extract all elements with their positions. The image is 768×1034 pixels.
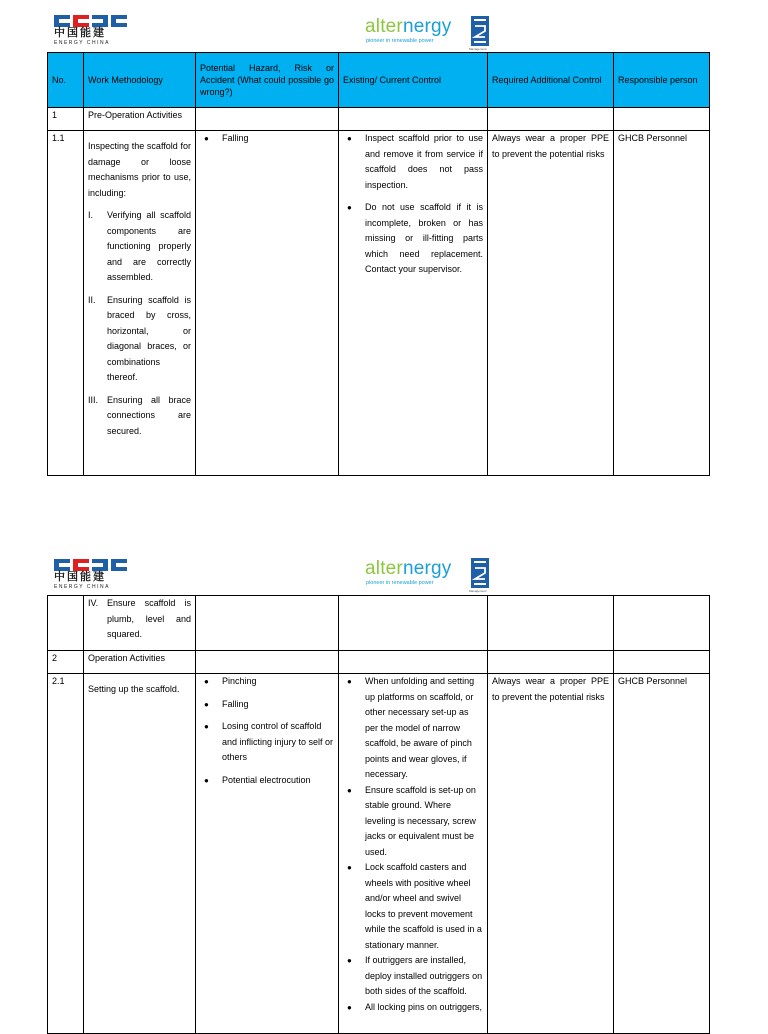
- list-item: II. Ensuring scaffold is braced by cross, horizontal, or diagonal braces, or combinations thereof.: [88, 294, 191, 382]
- control-list: [343, 674, 483, 1015]
- section-number: 2: [48, 651, 84, 674]
- existing-control-cell: [339, 674, 488, 1034]
- hazard-cell: [196, 131, 339, 476]
- energy-china-english: ENERGY CHINA: [54, 40, 110, 46]
- header-existing-control: Existing/ Current Control: [339, 53, 488, 108]
- list-item: ● Do not use scaffold if it is incomplete, broken or has missing or ill-fitting parts which need replacement. Contact your supervisor.: [343, 200, 483, 278]
- header-potential-hazard: Potential Hazard, Risk or Accident (What could possible go wrong?): [196, 53, 339, 108]
- alternergy-wordmark: alternergy: [365, 558, 452, 579]
- alternergy-tagline: pioneer in renewable power: [366, 38, 434, 44]
- list-item: ● Lock scaffold casters and wheels with positive wheel and/or wheel and swivel locks to prevent movement while the scaffold is used in a stationary manner.: [343, 860, 483, 953]
- risk-assessment-table-page-2: [47, 595, 710, 1034]
- hazard-cell: [196, 674, 339, 1034]
- list-item: ● Losing control of scaffold and inflicting injury to self or others: [200, 719, 334, 766]
- work-methodology-cell: [84, 674, 196, 1034]
- section-title: Operation Activities: [84, 651, 196, 674]
- energy-china-chinese: 中国能建: [54, 27, 106, 39]
- method-steps-list: [88, 596, 191, 643]
- list-item: ● If outriggers are installed, deploy installed outriggers on both sides of the scaffold.: [343, 953, 483, 1000]
- hazard-list: [200, 131, 334, 147]
- list-item: ● Inspect scaffold prior to use and remove it from service if scaffold does not pass inspection.: [343, 131, 483, 193]
- energy-china-chinese: 中国能建: [54, 571, 106, 583]
- list-item: ● Falling: [200, 131, 334, 147]
- additional-control-cell: Always wear a proper PPE to prevent the potential risks: [488, 674, 614, 1034]
- alternergy-logo: [365, 16, 495, 50]
- k2-logo-caption: Management: [469, 47, 487, 51]
- table-row: [48, 674, 710, 1034]
- method-text: Setting up the scaffold.: [88, 684, 180, 694]
- work-methodology-cell: [84, 131, 196, 476]
- energy-china-logo: [52, 14, 132, 48]
- responsible-person-cell: GHCB Personnel: [614, 674, 710, 1034]
- table-header-row: [48, 53, 710, 108]
- table-row: [48, 131, 710, 476]
- list-item: III. Ensuring all brace connections are secured.: [88, 394, 191, 436]
- list-item: ● When unfolding and setting up platforms on scaffold, or other necessary set-up as per the model of narrow scaffold, be aware of pinch points and wear gloves, if necessary.: [343, 674, 483, 783]
- list-item: I. Verifying all scaffold components are functioning properly and are correctly assembled.: [88, 210, 191, 282]
- list-item: ● Potential electrocution: [200, 773, 334, 789]
- energy-china-logo: [52, 558, 132, 592]
- header-responsible-person: Responsible person: [614, 53, 710, 108]
- energy-china-english: ENERGY CHINA: [54, 584, 110, 590]
- method-intro: Inspecting the scaffold for damage or loose mechanisms prior to use, including:: [88, 141, 191, 198]
- existing-control-cell: [339, 131, 488, 476]
- section-number: 1: [48, 108, 84, 131]
- section-title: Pre-Operation Activities: [84, 108, 196, 131]
- alternergy-logo: [365, 558, 495, 592]
- k2-logo-icon: [471, 558, 489, 588]
- responsible-person-cell: GHCB Personnel: [614, 131, 710, 476]
- row-number: 1.1: [48, 131, 84, 476]
- list-item: ● Pinching: [200, 674, 334, 690]
- list-item: ● All locking pins on outriggers,: [343, 1000, 483, 1016]
- risk-assessment-table-page-1: [47, 52, 710, 476]
- k2-logo-caption: Management: [469, 589, 487, 593]
- section-row: [48, 651, 710, 674]
- list-item: ● Ensure scaffold is set-up on stable ground. Where leveling is necessary, screw jacks or equivalent must be used.: [343, 783, 483, 861]
- list-item: ● Falling: [200, 697, 334, 713]
- header-no: No.: [48, 53, 84, 108]
- k2-logo-icon: [471, 16, 489, 46]
- alternergy-wordmark: alternergy: [365, 16, 452, 37]
- work-methodology-cell: [84, 596, 196, 651]
- section-row: [48, 108, 710, 131]
- method-steps-list: [88, 208, 191, 439]
- list-item: IV. Ensure scaffold is plumb, level and squared.: [88, 598, 191, 639]
- table-row: [48, 596, 710, 651]
- additional-control-cell: Always wear a proper PPE to prevent the potential risks: [488, 131, 614, 476]
- hazard-list: [200, 674, 334, 788]
- header-additional-control: Required Additional Control: [488, 53, 614, 108]
- control-list: [343, 131, 483, 278]
- header-work-methodology: Work Methodology: [84, 53, 196, 108]
- alternergy-tagline: pioneer in renewable power: [366, 580, 434, 586]
- row-number: 2.1: [48, 674, 84, 1034]
